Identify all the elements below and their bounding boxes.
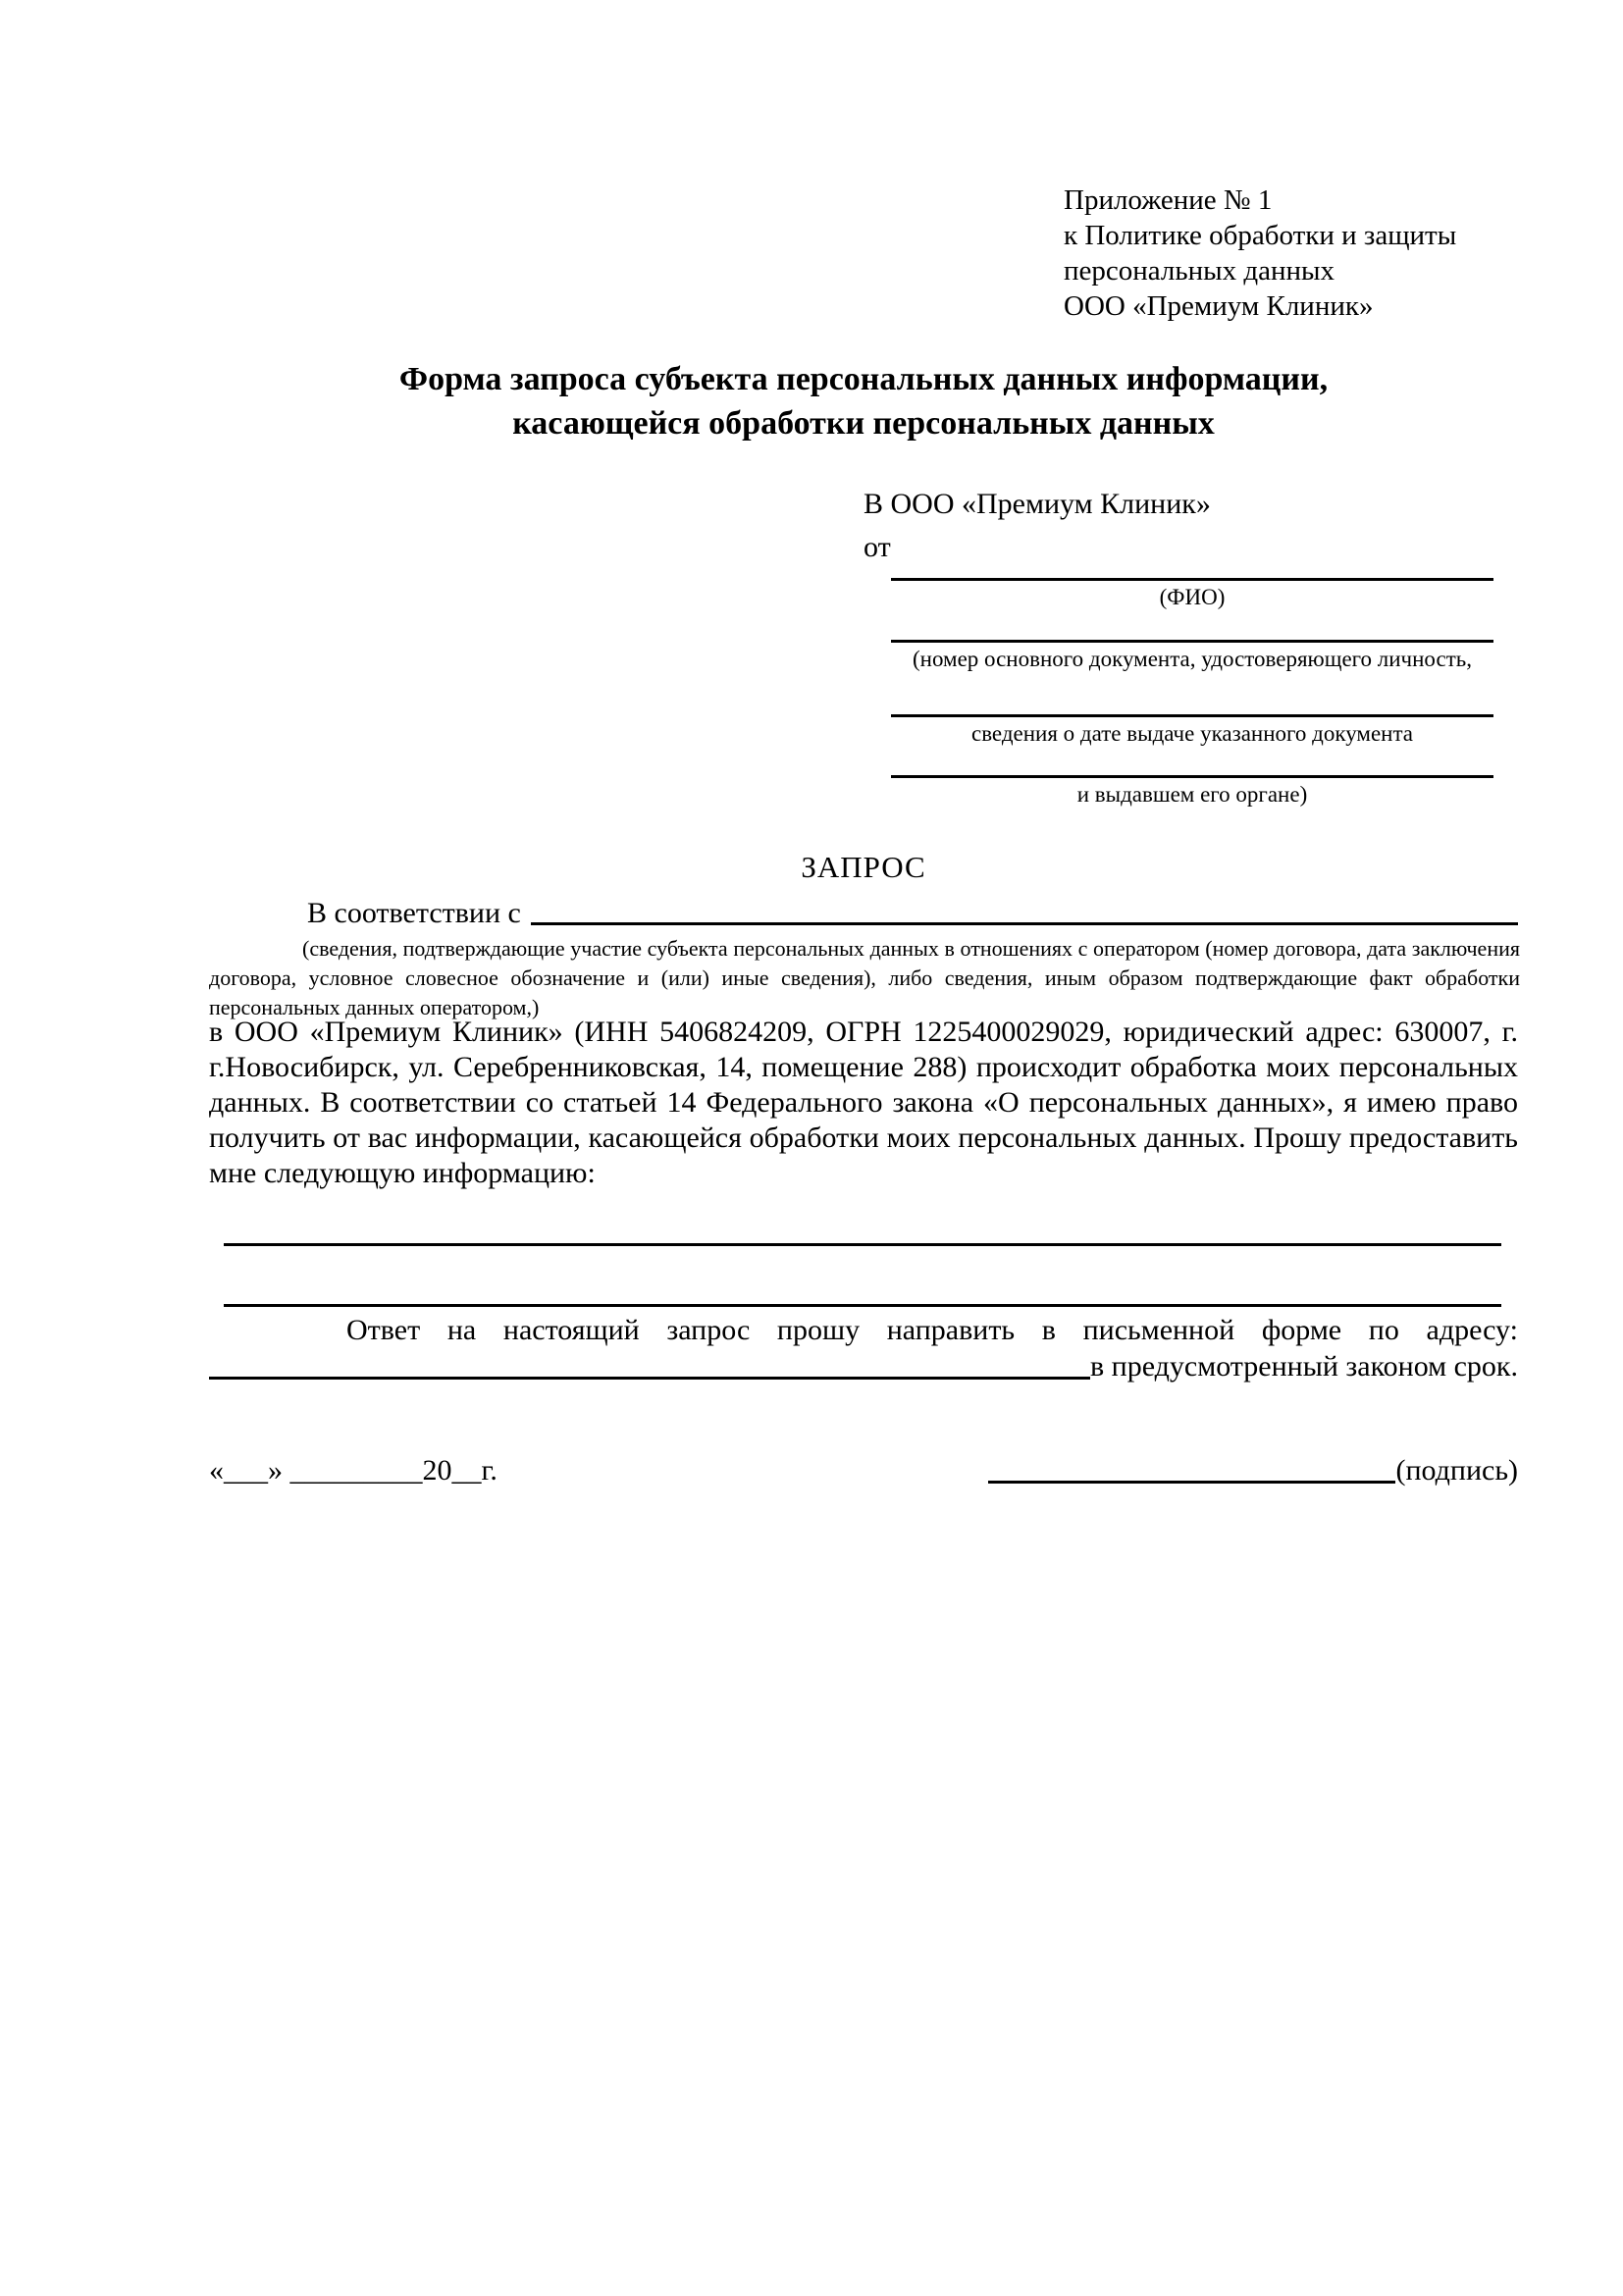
issue-date-blank-line: [891, 714, 1493, 717]
document-number-blank-line: [891, 640, 1493, 643]
small-print-note: (сведения, подтверждающие участие субъекта персональных данных в отношениях с оператором (номер договора, дата заключения договора, условное словесное обозначение и (или) иные сведения), либо сведения, иным образом подтверждающие факт обработки персональных данных оператором,): [209, 936, 1520, 1019]
request-body-paragraph: в ООО «Премиум Клиник» (ИНН 5406824209, ОГРН 1225400029029, юридический адрес: 630007, г. г.Новосибирск, ул. Серебренниковская, 14, помещение 288) происходит обработка моих персональных данных. В соответствии со статьей 14 Федерального закона «О персональных данных», я имею право получить от вас информации, касающейся обработки моих персональных данных. Прошу предоставить мне следующую информацию:: [209, 1016, 1518, 1189]
fio-blank-line: [891, 578, 1493, 581]
accordance-line: [209, 897, 1518, 930]
addressee-to: В ООО «Премиум Клиник»: [864, 488, 1211, 520]
form-title: [209, 357, 1518, 445]
header-line-1: Приложение № 1: [1064, 184, 1273, 216]
issuing-authority-caption: и выдавшем его органе): [1076, 782, 1308, 807]
date-signature-row: [209, 1452, 1518, 1489]
date-field: «___» _________20__г.: [209, 1454, 497, 1487]
addressee-from-label: от: [864, 531, 891, 563]
document-number-caption: (номер основного документа, удостоверяющего личность,: [912, 647, 1472, 671]
form-title-line-2: касающейся обработки персональных данных: [512, 405, 1215, 442]
header-line-4: ООО «Премиум Клиник»: [1064, 290, 1374, 322]
reply-tail-text: в предусмотренный законом срок.: [1090, 1350, 1518, 1383]
fio-caption: (ФИО): [1159, 585, 1226, 609]
header-line-2: к Политике обработки и защиты: [1064, 220, 1457, 251]
request-heading: ЗАПРОС: [801, 850, 926, 884]
addressee-block: [864, 483, 1211, 569]
address-blank-line: [209, 1348, 1090, 1380]
form-title-line-1: Форма запроса субъекта персональных данных информации,: [398, 361, 1329, 397]
issuing-authority-blank-line: [891, 775, 1493, 778]
issue-date-caption: сведения о дате выдаче указанного документа: [970, 721, 1414, 746]
reply-address-row: [209, 1348, 1518, 1385]
accordance-label: В соответствии с: [307, 897, 521, 929]
information-blank-line-1: [224, 1243, 1501, 1246]
reply-paragraph: Ответ на настоящий запрос прошу направить в письменной форме по адресу:: [346, 1314, 1518, 1346]
signature-caption: (подпись): [1395, 1454, 1518, 1487]
accordance-blank-line: [531, 897, 1518, 925]
information-blank-line-2: [224, 1304, 1501, 1307]
header-line-3: персональных данных: [1064, 255, 1335, 287]
header-right-block: [1064, 183, 1456, 324]
signature-blank-line: [988, 1481, 1395, 1484]
